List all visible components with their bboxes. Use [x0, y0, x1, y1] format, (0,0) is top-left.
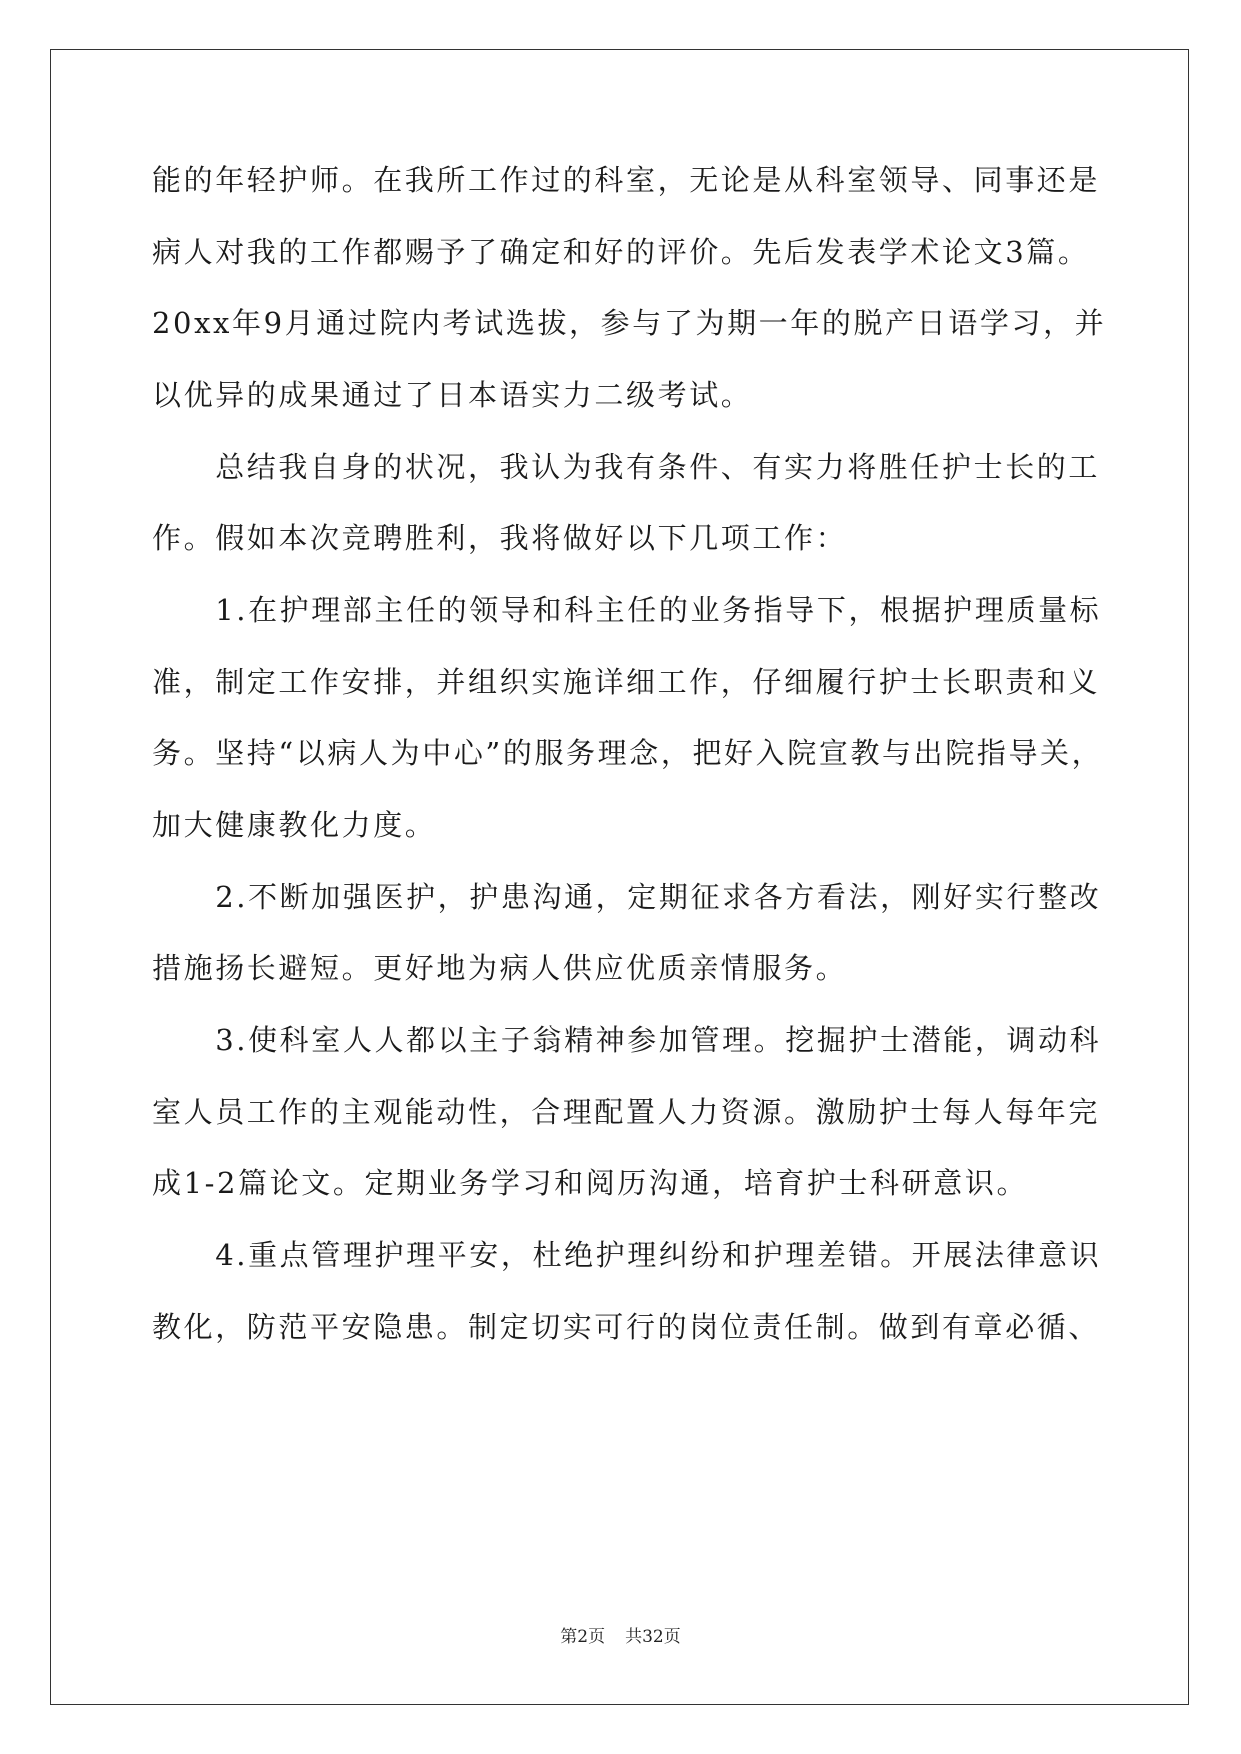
text-line: 3.使科室人人都以主子翁精神参加管理。挖掘护士潜能，调动科 — [152, 1023, 1102, 1057]
text-line: 务。坚持“以病人为中心”的服务理念，把好入院宣教与出院指导关， — [152, 736, 1104, 770]
text-line: 2.不断加强医护，护患沟通，定期征求各方看法，刚好实行整改 — [152, 880, 1102, 914]
text-line: 能的年轻护师。在我所工作过的科室，无论是从科室领导、同事还是 — [152, 163, 1101, 197]
text-line: 成1-2篇论文。定期业务学习和阅历沟通，培育护士科研意识。 — [152, 1166, 1029, 1200]
text-line: 总结我自身的状况，我认为我有条件、有实力将胜任护士长的工 — [152, 450, 1101, 484]
text-line: 以优异的成果通过了日本语实力二级考试。 — [152, 378, 753, 412]
text-line: 准，制定工作安排，并组织实施详细工作，仔细履行护士长职责和义 — [152, 665, 1101, 699]
page-footer — [0, 1622, 1241, 1647]
page-total: 共32页 — [625, 1627, 681, 1647]
text-line: 室人员工作的主观能动性，合理配置人力资源。激励护士每人每年完 — [152, 1095, 1101, 1129]
text-line: 措施扬长避短。更好地为病人供应优质亲情服务。 — [152, 951, 848, 985]
text-line: 20xx年9月通过院内考试选拔，参与了为期一年的脱产日语学习，并 — [152, 306, 1107, 340]
text-line: 作。假如本次竞聘胜利，我将做好以下几项工作： — [152, 521, 848, 555]
page-number: 第2页 — [560, 1627, 606, 1647]
text-line: 1.在护理部主任的领导和科主任的业务指导下，根据护理质量标 — [152, 593, 1102, 627]
text-line: 4.重点管理护理平安，杜绝护理纠纷和护理差错。开展法律意识 — [152, 1238, 1102, 1272]
text-line: 加大健康教化力度。 — [152, 808, 437, 842]
text-line: 教化，防范平安隐患。制定切实可行的岗位责任制。做到有章必循、 — [152, 1310, 1101, 1344]
text-line: 病人对我的工作都赐予了确定和好的评价。先后发表学术论文3篇。 — [152, 235, 1090, 269]
